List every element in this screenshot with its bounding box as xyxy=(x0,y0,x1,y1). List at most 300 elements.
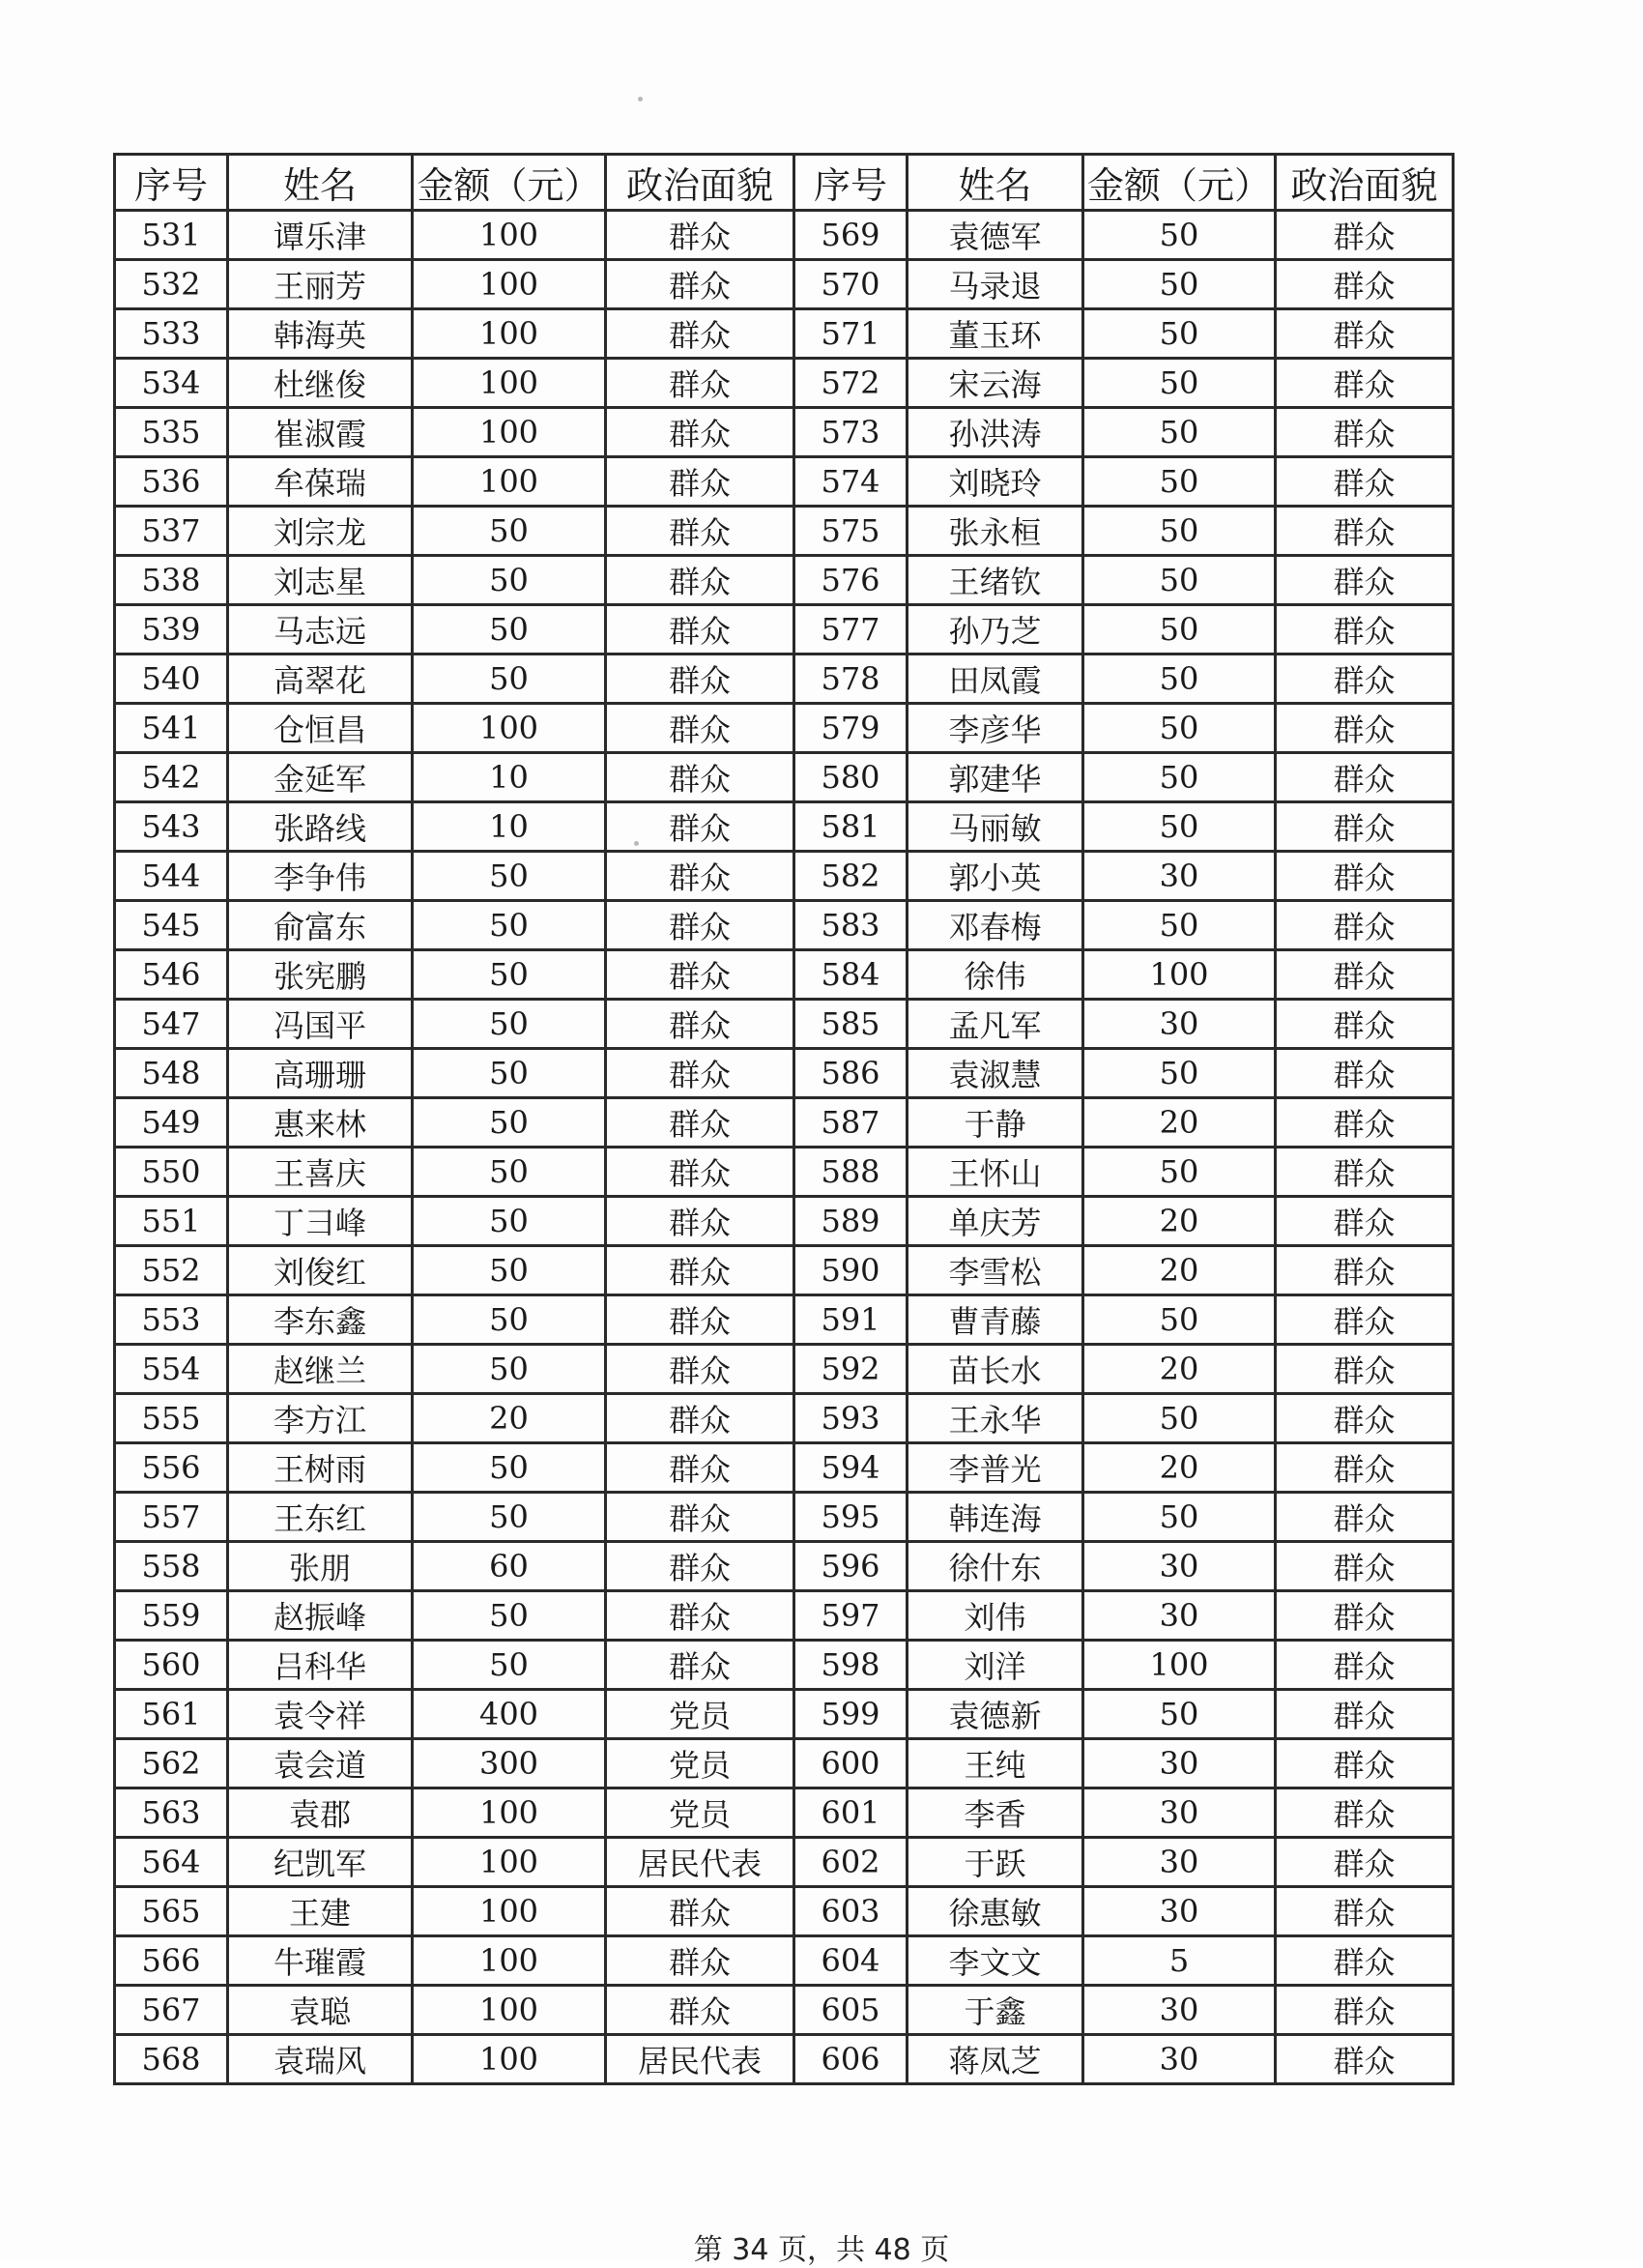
political-status-cell: 群众 xyxy=(606,408,794,457)
serial-cell: 578 xyxy=(794,654,908,704)
political-status-cell: 党员 xyxy=(606,1739,794,1788)
amount-cell: 30 xyxy=(1083,1986,1276,2035)
amount-cell: 5 xyxy=(1083,1936,1276,1986)
amount-cell: 50 xyxy=(413,1049,606,1098)
political-status-cell: 群众 xyxy=(606,1345,794,1394)
table-row xyxy=(115,1838,1454,1887)
table-row xyxy=(115,556,1454,605)
serial-cell: 597 xyxy=(794,1591,908,1641)
name-cell: 杜继俊 xyxy=(228,359,413,408)
amount-cell: 50 xyxy=(1083,507,1276,556)
table-row xyxy=(115,1148,1454,1197)
serial-cell: 601 xyxy=(794,1788,908,1838)
table-row xyxy=(115,1739,1454,1788)
serial-cell: 545 xyxy=(115,901,228,950)
table-row xyxy=(115,1542,1454,1591)
serial-cell: 567 xyxy=(115,1986,228,2035)
table-row xyxy=(115,852,1454,901)
amount-cell: 50 xyxy=(1083,1295,1276,1345)
political-status-cell: 居民代表 xyxy=(606,1838,794,1887)
amount-cell: 20 xyxy=(1083,1443,1276,1493)
name-cell: 马志远 xyxy=(228,605,413,654)
serial-cell: 551 xyxy=(115,1197,228,1246)
donation-table xyxy=(113,153,1455,2085)
serial-cell: 582 xyxy=(794,852,908,901)
serial-cell: 604 xyxy=(794,1936,908,1986)
political-status-cell: 群众 xyxy=(1276,309,1454,359)
table-row xyxy=(115,408,1454,457)
table-row xyxy=(115,950,1454,1000)
political-status-cell: 群众 xyxy=(1276,901,1454,950)
amount-cell: 50 xyxy=(413,1098,606,1148)
name-cell: 苗长水 xyxy=(908,1345,1083,1394)
amount-cell: 100 xyxy=(1083,950,1276,1000)
name-cell: 刘宗龙 xyxy=(228,507,413,556)
political-status-cell: 群众 xyxy=(1276,1443,1454,1493)
political-status-cell: 群众 xyxy=(1276,704,1454,753)
table-row xyxy=(115,1690,1454,1739)
amount-cell: 30 xyxy=(1083,852,1276,901)
political-status-cell: 群众 xyxy=(606,1542,794,1591)
name-cell: 马丽敏 xyxy=(908,802,1083,852)
serial-cell: 533 xyxy=(115,309,228,359)
amount-cell: 50 xyxy=(413,1295,606,1345)
serial-cell: 594 xyxy=(794,1443,908,1493)
table-row xyxy=(115,1394,1454,1443)
political-status-cell: 群众 xyxy=(1276,1641,1454,1690)
table-row xyxy=(115,1098,1454,1148)
political-status-cell: 群众 xyxy=(1276,802,1454,852)
amount-cell: 100 xyxy=(1083,1641,1276,1690)
name-cell: 崔淑霞 xyxy=(228,408,413,457)
name-cell: 王丽芳 xyxy=(228,260,413,309)
amount-cell: 50 xyxy=(1083,359,1276,408)
amount-cell: 100 xyxy=(413,1986,606,2035)
amount-cell: 50 xyxy=(1083,704,1276,753)
name-cell: 郭建华 xyxy=(908,753,1083,802)
table-row xyxy=(115,654,1454,704)
table-row xyxy=(115,1197,1454,1246)
amount-cell: 100 xyxy=(413,1887,606,1936)
political-status-cell: 群众 xyxy=(1276,507,1454,556)
amount-cell: 20 xyxy=(413,1394,606,1443)
political-status-cell: 群众 xyxy=(1276,1739,1454,1788)
amount-cell: 50 xyxy=(1083,753,1276,802)
amount-cell: 300 xyxy=(413,1739,606,1788)
name-cell: 王建 xyxy=(228,1887,413,1936)
name-cell: 牛璀霞 xyxy=(228,1936,413,1986)
name-cell: 王怀山 xyxy=(908,1148,1083,1197)
header-name-right: 姓名 xyxy=(908,155,1083,211)
political-status-cell: 群众 xyxy=(606,605,794,654)
political-status-cell: 群众 xyxy=(1276,1788,1454,1838)
political-status-cell: 群众 xyxy=(606,1098,794,1148)
name-cell: 袁聪 xyxy=(228,1986,413,2035)
table-body xyxy=(115,211,1454,2084)
serial-cell: 573 xyxy=(794,408,908,457)
political-status-cell: 群众 xyxy=(1276,1690,1454,1739)
name-cell: 郭小英 xyxy=(908,852,1083,901)
political-status-cell: 群众 xyxy=(1276,1246,1454,1295)
amount-cell: 50 xyxy=(413,1443,606,1493)
amount-cell: 50 xyxy=(413,507,606,556)
table-row xyxy=(115,901,1454,950)
political-status-cell: 党员 xyxy=(606,1788,794,1838)
political-status-cell: 群众 xyxy=(606,1936,794,1986)
serial-cell: 565 xyxy=(115,1887,228,1936)
political-status-cell: 群众 xyxy=(1276,457,1454,507)
name-cell: 王树雨 xyxy=(228,1443,413,1493)
name-cell: 金延军 xyxy=(228,753,413,802)
political-status-cell: 群众 xyxy=(1276,408,1454,457)
name-cell: 王绪钦 xyxy=(908,556,1083,605)
serial-cell: 606 xyxy=(794,2035,908,2084)
serial-cell: 568 xyxy=(115,2035,228,2084)
serial-cell: 557 xyxy=(115,1493,228,1542)
table-row xyxy=(115,1000,1454,1049)
name-cell: 刘志星 xyxy=(228,556,413,605)
serial-cell: 570 xyxy=(794,260,908,309)
political-status-cell: 群众 xyxy=(606,309,794,359)
amount-cell: 60 xyxy=(413,1542,606,1591)
political-status-cell: 群众 xyxy=(1276,852,1454,901)
name-cell: 董玉环 xyxy=(908,309,1083,359)
name-cell: 孟凡军 xyxy=(908,1000,1083,1049)
political-status-cell: 党员 xyxy=(606,1690,794,1739)
serial-cell: 579 xyxy=(794,704,908,753)
name-cell: 高翠花 xyxy=(228,654,413,704)
serial-cell: 538 xyxy=(115,556,228,605)
political-status-cell: 群众 xyxy=(1276,1986,1454,2035)
serial-cell: 549 xyxy=(115,1098,228,1148)
political-status-cell: 群众 xyxy=(1276,1049,1454,1098)
serial-cell: 561 xyxy=(115,1690,228,1739)
name-cell: 张永桓 xyxy=(908,507,1083,556)
serial-cell: 542 xyxy=(115,753,228,802)
name-cell: 袁德新 xyxy=(908,1690,1083,1739)
serial-cell: 569 xyxy=(794,211,908,260)
name-cell: 宋云海 xyxy=(908,359,1083,408)
amount-cell: 20 xyxy=(1083,1345,1276,1394)
name-cell: 孙洪涛 xyxy=(908,408,1083,457)
serial-cell: 547 xyxy=(115,1000,228,1049)
table-row xyxy=(115,1295,1454,1345)
name-cell: 蒋凤芝 xyxy=(908,2035,1083,2084)
amount-cell: 50 xyxy=(1083,901,1276,950)
amount-cell: 50 xyxy=(1083,309,1276,359)
name-cell: 刘晓玲 xyxy=(908,457,1083,507)
serial-cell: 558 xyxy=(115,1542,228,1591)
table-row xyxy=(115,507,1454,556)
table-row xyxy=(115,211,1454,260)
serial-cell: 602 xyxy=(794,1838,908,1887)
political-status-cell: 群众 xyxy=(1276,1493,1454,1542)
header-serial-left: 序号 xyxy=(115,155,228,211)
serial-cell: 587 xyxy=(794,1098,908,1148)
name-cell: 于静 xyxy=(908,1098,1083,1148)
name-cell: 赵继兰 xyxy=(228,1345,413,1394)
political-status-cell: 群众 xyxy=(606,1295,794,1345)
amount-cell: 20 xyxy=(1083,1246,1276,1295)
name-cell: 刘俊红 xyxy=(228,1246,413,1295)
amount-cell: 30 xyxy=(1083,1739,1276,1788)
name-cell: 丁彐峰 xyxy=(228,1197,413,1246)
serial-cell: 544 xyxy=(115,852,228,901)
serial-cell: 543 xyxy=(115,802,228,852)
political-status-cell: 群众 xyxy=(1276,1887,1454,1936)
political-status-cell: 群众 xyxy=(606,901,794,950)
table-row xyxy=(115,1641,1454,1690)
name-cell: 高珊珊 xyxy=(228,1049,413,1098)
amount-cell: 50 xyxy=(413,901,606,950)
amount-cell: 30 xyxy=(1083,1542,1276,1591)
political-status-cell: 群众 xyxy=(1276,1148,1454,1197)
amount-cell: 50 xyxy=(413,1591,606,1641)
political-status-cell: 群众 xyxy=(606,753,794,802)
serial-cell: 566 xyxy=(115,1936,228,1986)
amount-cell: 50 xyxy=(1083,457,1276,507)
serial-cell: 577 xyxy=(794,605,908,654)
table-row xyxy=(115,704,1454,753)
political-status-cell: 群众 xyxy=(1276,1394,1454,1443)
serial-cell: 589 xyxy=(794,1197,908,1246)
serial-cell: 585 xyxy=(794,1000,908,1049)
political-status-cell: 群众 xyxy=(1276,1197,1454,1246)
political-status-cell: 群众 xyxy=(606,704,794,753)
name-cell: 李东鑫 xyxy=(228,1295,413,1345)
table-row xyxy=(115,605,1454,654)
name-cell: 牟葆瑞 xyxy=(228,457,413,507)
political-status-cell: 群众 xyxy=(1276,1345,1454,1394)
header-political-status-right: 政治面貌 xyxy=(1276,155,1454,211)
name-cell: 于跃 xyxy=(908,1838,1083,1887)
amount-cell: 100 xyxy=(413,457,606,507)
political-status-cell: 群众 xyxy=(606,1443,794,1493)
serial-cell: 540 xyxy=(115,654,228,704)
header-serial-right: 序号 xyxy=(794,155,908,211)
amount-cell: 50 xyxy=(1083,605,1276,654)
amount-cell: 10 xyxy=(413,802,606,852)
amount-cell: 50 xyxy=(1083,802,1276,852)
serial-cell: 599 xyxy=(794,1690,908,1739)
table-row xyxy=(115,753,1454,802)
political-status-cell: 群众 xyxy=(606,556,794,605)
amount-cell: 50 xyxy=(413,1246,606,1295)
amount-cell: 50 xyxy=(1083,408,1276,457)
table-row xyxy=(115,1493,1454,1542)
name-cell: 袁德军 xyxy=(908,211,1083,260)
political-status-cell: 群众 xyxy=(606,1000,794,1049)
name-cell: 惠来林 xyxy=(228,1098,413,1148)
amount-cell: 20 xyxy=(1083,1098,1276,1148)
serial-cell: 531 xyxy=(115,211,228,260)
table-row xyxy=(115,457,1454,507)
amount-cell: 100 xyxy=(413,704,606,753)
name-cell: 王纯 xyxy=(908,1739,1083,1788)
name-cell: 纪凯军 xyxy=(228,1838,413,1887)
amount-cell: 50 xyxy=(1083,211,1276,260)
serial-cell: 555 xyxy=(115,1394,228,1443)
name-cell: 张路线 xyxy=(228,802,413,852)
political-status-cell: 群众 xyxy=(606,211,794,260)
name-cell: 李普光 xyxy=(908,1443,1083,1493)
name-cell: 张朋 xyxy=(228,1542,413,1591)
political-status-cell: 群众 xyxy=(606,1591,794,1641)
amount-cell: 100 xyxy=(413,1788,606,1838)
amount-cell: 100 xyxy=(413,408,606,457)
amount-cell: 100 xyxy=(413,260,606,309)
serial-cell: 559 xyxy=(115,1591,228,1641)
serial-cell: 563 xyxy=(115,1788,228,1838)
serial-cell: 562 xyxy=(115,1739,228,1788)
amount-cell: 50 xyxy=(413,605,606,654)
serial-cell: 583 xyxy=(794,901,908,950)
table-row xyxy=(115,1986,1454,2035)
name-cell: 谭乐津 xyxy=(228,211,413,260)
name-cell: 刘伟 xyxy=(908,1591,1083,1641)
political-status-cell: 群众 xyxy=(606,802,794,852)
political-status-cell: 群众 xyxy=(606,1493,794,1542)
political-status-cell: 群众 xyxy=(1276,211,1454,260)
serial-cell: 554 xyxy=(115,1345,228,1394)
amount-cell: 50 xyxy=(1083,654,1276,704)
amount-cell: 30 xyxy=(1083,2035,1276,2084)
serial-cell: 537 xyxy=(115,507,228,556)
serial-cell: 592 xyxy=(794,1345,908,1394)
amount-cell: 30 xyxy=(1083,1000,1276,1049)
name-cell: 袁瑞风 xyxy=(228,2035,413,2084)
serial-cell: 546 xyxy=(115,950,228,1000)
name-cell: 孙乃芝 xyxy=(908,605,1083,654)
name-cell: 邓春梅 xyxy=(908,901,1083,950)
serial-cell: 603 xyxy=(794,1887,908,1936)
political-status-cell: 群众 xyxy=(606,1148,794,1197)
political-status-cell: 群众 xyxy=(1276,1000,1454,1049)
political-status-cell: 群众 xyxy=(1276,2035,1454,2084)
political-status-cell: 群众 xyxy=(1276,1098,1454,1148)
serial-cell: 590 xyxy=(794,1246,908,1295)
serial-cell: 534 xyxy=(115,359,228,408)
amount-cell: 50 xyxy=(413,1493,606,1542)
name-cell: 吕科华 xyxy=(228,1641,413,1690)
amount-cell: 100 xyxy=(413,1838,606,1887)
name-cell: 李方江 xyxy=(228,1394,413,1443)
name-cell: 韩连海 xyxy=(908,1493,1083,1542)
amount-cell: 50 xyxy=(1083,1493,1276,1542)
political-status-cell: 群众 xyxy=(606,260,794,309)
amount-cell: 30 xyxy=(1083,1591,1276,1641)
table-row xyxy=(115,802,1454,852)
serial-cell: 572 xyxy=(794,359,908,408)
political-status-cell: 群众 xyxy=(1276,605,1454,654)
amount-cell: 10 xyxy=(413,753,606,802)
serial-cell: 575 xyxy=(794,507,908,556)
name-cell: 仓恒昌 xyxy=(228,704,413,753)
amount-cell: 400 xyxy=(413,1690,606,1739)
political-status-cell: 群众 xyxy=(1276,556,1454,605)
name-cell: 刘洋 xyxy=(908,1641,1083,1690)
amount-cell: 50 xyxy=(1083,1690,1276,1739)
name-cell: 赵振峰 xyxy=(228,1591,413,1641)
amount-cell: 100 xyxy=(413,309,606,359)
serial-cell: 580 xyxy=(794,753,908,802)
political-status-cell: 群众 xyxy=(606,1641,794,1690)
table-row xyxy=(115,1887,1454,1936)
serial-cell: 600 xyxy=(794,1739,908,1788)
name-cell: 李彦华 xyxy=(908,704,1083,753)
serial-cell: 605 xyxy=(794,1986,908,2035)
amount-cell: 50 xyxy=(413,950,606,1000)
table-row xyxy=(115,1936,1454,1986)
table-row xyxy=(115,260,1454,309)
amount-cell: 100 xyxy=(413,1936,606,1986)
political-status-cell: 群众 xyxy=(1276,1591,1454,1641)
name-cell: 单庆芳 xyxy=(908,1197,1083,1246)
serial-cell: 586 xyxy=(794,1049,908,1098)
amount-cell: 50 xyxy=(413,556,606,605)
amount-cell: 50 xyxy=(1083,260,1276,309)
header-political-status-left: 政治面貌 xyxy=(606,155,794,211)
serial-cell: 535 xyxy=(115,408,228,457)
header-amount-right: 金额（元） xyxy=(1083,155,1276,211)
political-status-cell: 群众 xyxy=(1276,1936,1454,1986)
scan-speck xyxy=(638,97,643,102)
political-status-cell: 群众 xyxy=(606,1197,794,1246)
political-status-cell: 群众 xyxy=(606,852,794,901)
political-status-cell: 群众 xyxy=(1276,950,1454,1000)
amount-cell: 30 xyxy=(1083,1788,1276,1838)
name-cell: 王喜庆 xyxy=(228,1148,413,1197)
name-cell: 徐伟 xyxy=(908,950,1083,1000)
name-cell: 李雪松 xyxy=(908,1246,1083,1295)
amount-cell: 50 xyxy=(413,1000,606,1049)
name-cell: 袁会道 xyxy=(228,1739,413,1788)
serial-cell: 588 xyxy=(794,1148,908,1197)
name-cell: 于鑫 xyxy=(908,1986,1083,2035)
political-status-cell: 居民代表 xyxy=(606,2035,794,2084)
political-status-cell: 群众 xyxy=(606,1049,794,1098)
serial-cell: 536 xyxy=(115,457,228,507)
amount-cell: 100 xyxy=(413,359,606,408)
table-row xyxy=(115,1246,1454,1295)
political-status-cell: 群众 xyxy=(1276,1542,1454,1591)
name-cell: 张宪鹏 xyxy=(228,950,413,1000)
table-row xyxy=(115,1049,1454,1098)
political-status-cell: 群众 xyxy=(606,654,794,704)
amount-cell: 20 xyxy=(1083,1197,1276,1246)
amount-cell: 50 xyxy=(413,1148,606,1197)
name-cell: 袁淑慧 xyxy=(908,1049,1083,1098)
serial-cell: 553 xyxy=(115,1295,228,1345)
serial-cell: 548 xyxy=(115,1049,228,1098)
table-row xyxy=(115,2035,1454,2084)
name-cell: 曹青藤 xyxy=(908,1295,1083,1345)
name-cell: 徐惠敏 xyxy=(908,1887,1083,1936)
political-status-cell: 群众 xyxy=(606,950,794,1000)
serial-cell: 595 xyxy=(794,1493,908,1542)
serial-cell: 581 xyxy=(794,802,908,852)
political-status-cell: 群众 xyxy=(606,1246,794,1295)
serial-cell: 571 xyxy=(794,309,908,359)
name-cell: 徐什东 xyxy=(908,1542,1083,1591)
serial-cell: 591 xyxy=(794,1295,908,1345)
amount-cell: 50 xyxy=(1083,1394,1276,1443)
name-cell: 马录退 xyxy=(908,260,1083,309)
serial-cell: 574 xyxy=(794,457,908,507)
serial-cell: 584 xyxy=(794,950,908,1000)
amount-cell: 100 xyxy=(413,2035,606,2084)
serial-cell: 550 xyxy=(115,1148,228,1197)
